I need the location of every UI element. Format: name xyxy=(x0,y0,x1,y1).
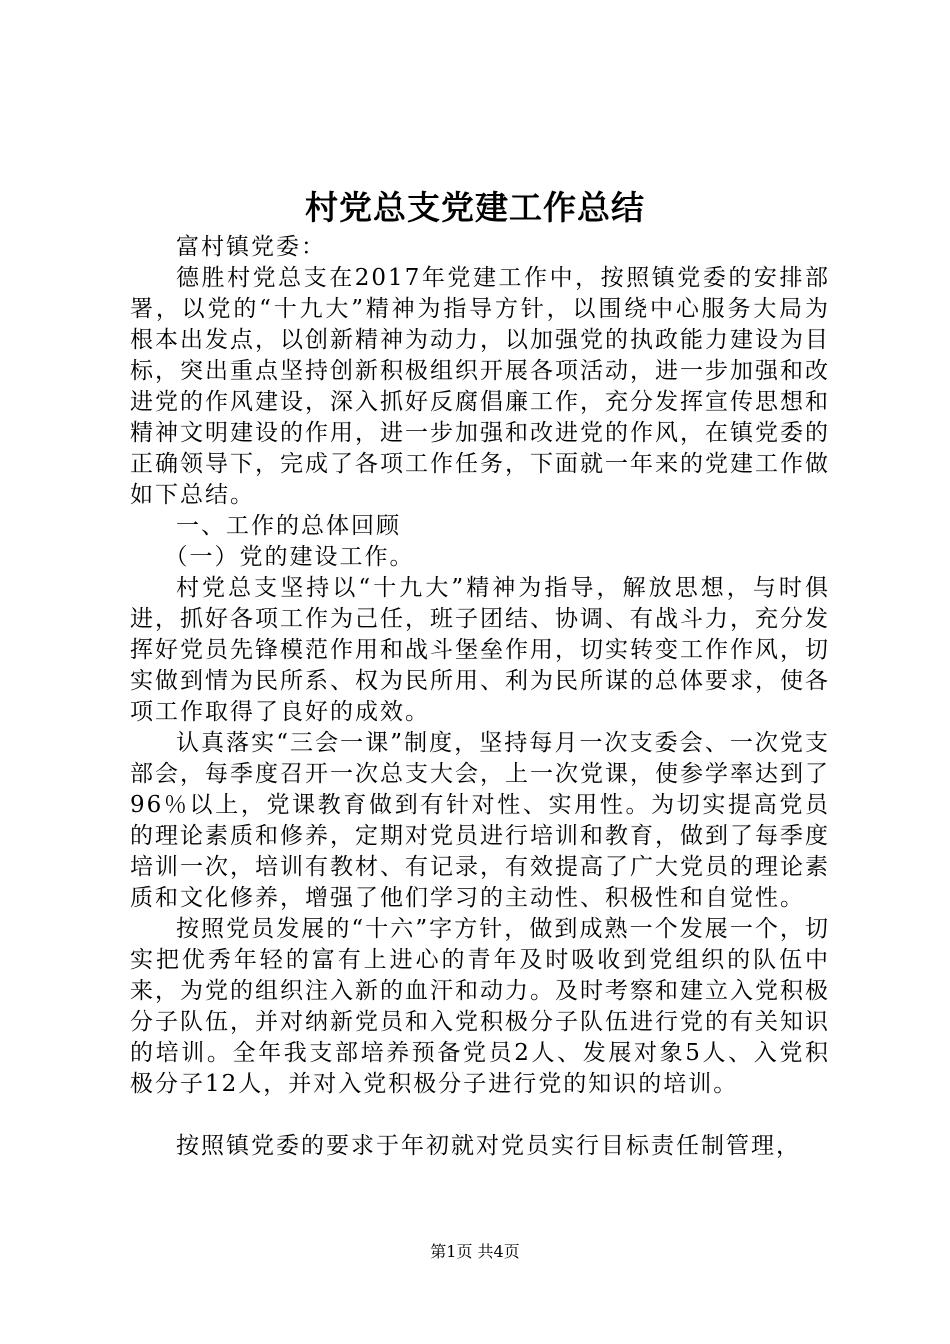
subsection-heading-1: （一）党的建设工作。 xyxy=(164,544,415,570)
paragraph-party-building: 村党总支坚持以“十九大”精神为指导，解放思想，与时俱进，抓好各项工作为己任，班子团结、协调、有战斗力，充分发挥好党员先锋模范作用和战斗堡垒作用，切实转变工作作风，切实做到情为民所系、权为民所用、利为民所谋的总体要求，使各项工作取得了良好的成效。 xyxy=(130,575,830,725)
paragraph-intro: 德胜村党总支在2017年党建工作中，按照镇党委的安排部署，以党的“十九大”精神为指导方针，以围绕中心服务大局为根本出发点，以创新精神为动力，以加强党的执政能力建设为目标，突出重点坚持创新积极组织开展各项活动，进一步加强和改进党的作风建设，深入抓好反腐倡廉工作，充分发挥宣传思想和精神文明建设的作用，进一步加强和改进党的作风，在镇党委的正确领导下，完成了各项工作任务，下面就一年来的党建工作做如下总结。 xyxy=(130,265,830,508)
page-number-footer: 第1页 共4页 xyxy=(430,1242,520,1261)
section-heading-1: 一、工作的总体回顾 xyxy=(176,513,401,539)
paragraph-member-development: 按照党员发展的“十六”字方针，做到成熟一个发展一个，切实把优秀年轻的富有上进心的青年及时吸收到党组织的队伍中来，为党的组织注入新的血汗和动力。及时考察和建立入党积极分子队伍，并对纳新党员和入党积极分子队伍进行党的有关知识的培训。全年我支部培养预备党员2人、发展对象5人、入党积极分子12人，并对入党积极分子进行党的知识的培训。 xyxy=(130,916,830,1097)
paragraph-three-meetings: 认真落实“三会一课”制度，坚持每月一次支委会、一次党支部会，每季度召开一次总支大会，上一次党课，使参学率达到了96％以上，党课教育做到有针对性、实用性。为切实提高党员的理论素质和修养，定期对党员进行培训和教育，做到了每季度培训一次，培训有教材、有记录，有效提高了广大党员的理论素质和文化修养，增强了他们学习的主动性、积极性和自觉性。 xyxy=(130,730,830,911)
document-body xyxy=(130,232,830,1162)
paragraph-target-management: 按照镇党委的要求于年初就对党员实行目标责任制管理， xyxy=(176,1133,801,1159)
salutation: 富村镇党委： xyxy=(176,234,326,260)
document-title: 村党总支党建工作总结 xyxy=(305,188,645,227)
